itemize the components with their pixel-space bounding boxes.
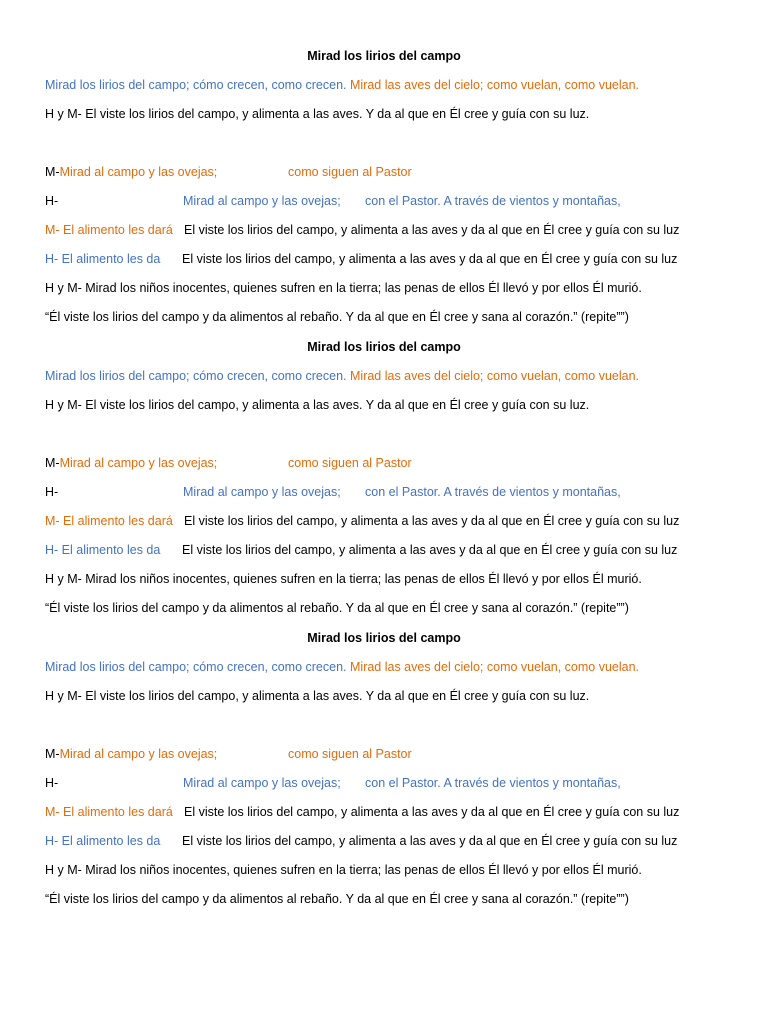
women-prefix: M-	[45, 456, 60, 470]
chorus-line: H y M- El viste los lirios del campo, y alimenta a las aves. Y da al que en Él cree y guía con su luz.	[45, 689, 590, 703]
men-food-label: H- El alimento les da	[45, 252, 161, 266]
women-food-line	[45, 222, 735, 238]
women-prefix: M-	[45, 747, 60, 761]
birds-text: Mirad las aves del cielo; como vuelan, como vuelan.	[350, 660, 640, 674]
section-title: Mirad los lirios del campo	[307, 49, 461, 63]
women-line	[45, 455, 412, 471]
men-food-text: El viste los lirios del campo, y alimenta a las aves y da al que en Él cree y guía con su luz	[182, 834, 678, 848]
men-food-line	[45, 542, 735, 558]
verse-line-birds-lilies	[45, 659, 639, 675]
women-line	[45, 746, 412, 762]
children-line: H y M- Mirad los niños inocentes, quienes sufren en la tierra; las penas de ellos Él llevó y por ellos Él murió.	[45, 863, 642, 877]
women-field-text: Mirad al campo y las ovejas;	[59, 747, 218, 761]
women-food-label: M- El alimento les dará	[45, 514, 173, 528]
birds-text: Mirad las aves del cielo; como vuelan, como vuelan.	[350, 78, 640, 92]
chorus-line: H y M- El viste los lirios del campo, y alimenta a las aves. Y da al que en Él cree y guía con su luz.	[45, 107, 590, 121]
men-food-label: H- El alimento les da	[45, 543, 161, 557]
women-field-text: Mirad al campo y las ovejas;	[59, 456, 218, 470]
women-food-line	[45, 513, 735, 529]
women-food-text: El viste los lirios del campo, y alimenta a las aves y da al que en Él cree y guía con su luz	[184, 514, 680, 528]
birds-text: Mirad las aves del cielo; como vuelan, como vuelan.	[350, 369, 640, 383]
men-line	[45, 775, 735, 791]
children-line: H y M- Mirad los niños inocentes, quienes sufren en la tierra; las penas de ellos Él llevó y por ellos Él murió.	[45, 281, 642, 295]
men-pastor-text: con el Pastor. A través de vientos y montañas,	[365, 194, 621, 208]
women-food-line	[45, 804, 735, 820]
verse-line-birds-lilies	[45, 368, 639, 384]
women-pastor-text: como siguen al Pastor	[288, 165, 412, 179]
women-food-label: M- El alimento les dará	[45, 223, 173, 237]
men-field-text: Mirad al campo y las ovejas;	[183, 194, 341, 208]
men-food-text: El viste los lirios del campo, y alimenta a las aves y da al que en Él cree y guía con su luz	[182, 252, 678, 266]
section-title: Mirad los lirios del campo	[307, 631, 461, 645]
women-food-text: El viste los lirios del campo, y alimenta a las aves y da al que en Él cree y guía con su luz	[184, 223, 680, 237]
men-food-line	[45, 251, 735, 267]
verse-line-birds-lilies	[45, 77, 639, 93]
children-line: H y M- Mirad los niños inocentes, quienes sufren en la tierra; las penas de ellos Él llevó y por ellos Él murió.	[45, 572, 642, 586]
women-food-text: El viste los lirios del campo, y alimenta a las aves y da al que en Él cree y guía con su luz	[184, 805, 680, 819]
quote-line: “Él viste los lirios del campo y da alimentos al rebaño. Y da al que en Él cree y sana al corazón.” (repite””)	[45, 310, 629, 324]
men-field-text: Mirad al campo y las ovejas;	[183, 776, 341, 790]
men-food-text: El viste los lirios del campo, y alimenta a las aves y da al que en Él cree y guía con su luz	[182, 543, 678, 557]
men-prefix: H-	[45, 194, 59, 208]
men-prefix: H-	[45, 485, 59, 499]
chorus-line: H y M- El viste los lirios del campo, y alimenta a las aves. Y da al que en Él cree y guía con su luz.	[45, 398, 590, 412]
men-food-label: H- El alimento les da	[45, 834, 161, 848]
women-line	[45, 164, 412, 180]
section-title: Mirad los lirios del campo	[307, 340, 461, 354]
men-prefix: H-	[45, 776, 59, 790]
women-pastor-text: como siguen al Pastor	[288, 747, 412, 761]
women-pastor-text: como siguen al Pastor	[288, 456, 412, 470]
men-pastor-text: con el Pastor. A través de vientos y montañas,	[365, 485, 621, 499]
women-prefix: M-	[45, 165, 60, 179]
men-line	[45, 193, 735, 209]
women-field-text: Mirad al campo y las ovejas;	[59, 165, 218, 179]
men-food-line	[45, 833, 735, 849]
women-food-label: M- El alimento les dará	[45, 805, 173, 819]
men-line	[45, 484, 735, 500]
quote-line: “Él viste los lirios del campo y da alimentos al rebaño. Y da al que en Él cree y sana al corazón.” (repite””)	[45, 892, 629, 906]
quote-line: “Él viste los lirios del campo y da alimentos al rebaño. Y da al que en Él cree y sana al corazón.” (repite””)	[45, 601, 629, 615]
lilies-text: Mirad los lirios del campo; cómo crecen, como crecen.	[45, 660, 347, 674]
lilies-text: Mirad los lirios del campo; cómo crecen, como crecen.	[45, 369, 347, 383]
men-field-text: Mirad al campo y las ovejas;	[183, 485, 341, 499]
men-pastor-text: con el Pastor. A través de vientos y montañas,	[365, 776, 621, 790]
lilies-text: Mirad los lirios del campo; cómo crecen, como crecen.	[45, 78, 347, 92]
